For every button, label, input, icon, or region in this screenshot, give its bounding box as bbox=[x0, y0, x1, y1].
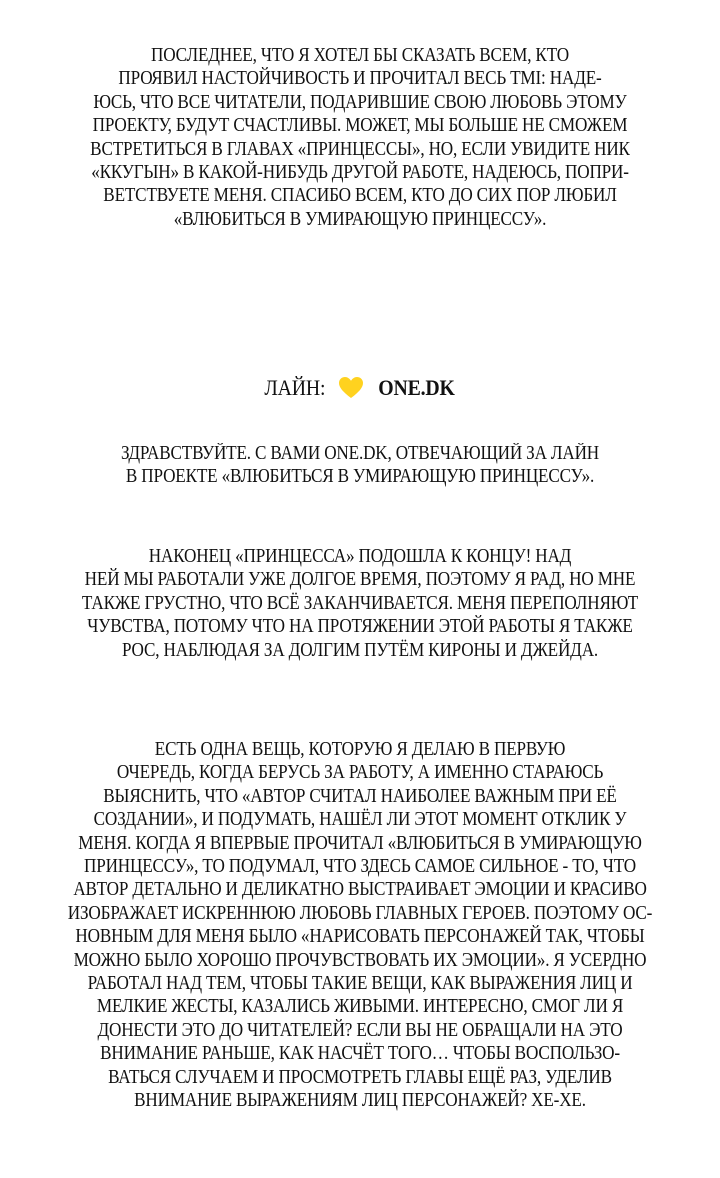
text-line: НОВНЫМ ДЛЯ МЕНЯ БЫЛО «НАРИСОВАТЬ ПЕРСОНАЖЕЙ ТАК, ЧТОБЫ bbox=[75, 926, 645, 948]
text-line: ЗДРАВСТВУЙТЕ. С ВАМИ ONE.DK, ОТВЕЧАЮЩИЙ ЗА ЛАЙН bbox=[120, 443, 600, 464]
text-line: ЮСЬ, ЧТО ВСЕ ЧИТАТЕЛИ, ПОДАРИВШИЕ СВОЮ ЛЮБОВЬ ЭТОМУ bbox=[93, 91, 627, 113]
text-line: ВЫЯСНИТЬ, ЧТО «АВТОР СЧИТАЛ НАИБОЛЕЕ ВАЖНЫМ ПРИ ЕЁ bbox=[103, 785, 617, 807]
text-line: СОЗДАНИИ», И ПОДУМАТЬ, НАШЁЛ ЛИ ЭТОТ МОМЕНТ ОТКЛИК У bbox=[93, 809, 627, 831]
artist-name: ONE.DK bbox=[378, 375, 456, 400]
text-line: РАБОТАЛ НАД ТЕМ, ЧТОБЫ ТАКИЕ ВЕЩИ, КАК ВЫРАЖЕНИЯ ЛИЦ И bbox=[87, 973, 633, 995]
text-line: «ККУГЫН» В КАКОЙ-НИБУДЬ ДРУГОЙ РАБОТЕ, НАДЕЮСЬ, ПОПРИ- bbox=[91, 162, 629, 184]
text-line: ИЗОБРАЖАЕТ ИСКРЕННЮЮ ЛЮБОВЬ ГЛАВНЫХ ГЕРОЕВ. ПОЭТОМУ ОС- bbox=[67, 902, 653, 924]
text-line: РОС, НАБЛЮДАЯ ЗА ДОЛГИМ ПУТЁМ КИРОНЫ И ДЖЕЙДА. bbox=[121, 639, 599, 661]
text-line: ЕСТЬ ОДНА ВЕЩЬ, КОТОРУЮ Я ДЕЛАЮ В ПЕРВУЮ bbox=[154, 739, 566, 760]
heading-label: ЛАЙН: bbox=[264, 375, 325, 400]
closing-message-paragraph bbox=[43, 44, 677, 231]
text-line: ПРИНЦЕССУ», ТО ПОДУМАЛ, ЧТО ЗДЕСЬ САМОЕ СИЛЬНОЕ - ТО, ЧТО bbox=[83, 856, 637, 878]
greeting-paragraph bbox=[43, 442, 677, 489]
text-line: МОЖНО БЫЛО ХОРОШО ПРОЧУВСТВОВАТЬ ИХ ЭМОЦИИ». Я УСЕРДНО bbox=[73, 949, 647, 971]
text-line: В ПРОЕКТЕ «ВЛЮБИТЬСЯ В УМИРАЮЩУЮ ПРИНЦЕССУ». bbox=[125, 466, 595, 488]
text-line: ЧУВСТВА, ПОТОМУ ЧТО НА ПРОТЯЖЕНИИ ЭТОЙ РАБОТЫ Я ТАКЖЕ bbox=[87, 616, 633, 638]
text-line: ПОСЛЕДНЕЕ, ЧТО Я ХОТЕЛ БЫ СКАЗАТЬ ВСЕМ, КТО bbox=[151, 45, 570, 66]
text-line: НАКОНЕЦ «ПРИНЦЕССА» ПОДОШЛА К КОНЦУ! НАД bbox=[148, 546, 572, 567]
text-line: МЕНЯ. КОГДА Я ВПЕРВЫЕ ПРОЧИТАЛ «ВЛЮБИТЬСЯ В УМИРАЮЩУЮ bbox=[78, 832, 642, 854]
text-line: ВАТЬСЯ СЛУЧАЕМ И ПРОСМОТРЕТЬ ГЛАВЫ ЕЩЁ РАЗ, УДЕЛИВ bbox=[108, 1066, 612, 1088]
text-line: АВТОР ДЕТАЛЬНО И ДЕЛИКАТНО ВЫСТРАИВАЕТ ЭМОЦИИ И КРАСИВО bbox=[73, 879, 647, 901]
text-line: ОЧЕРЕДЬ, КОГДА БЕРУСЬ ЗА РАБОТУ, А ИМЕННО СТАРАЮСЬ bbox=[116, 762, 604, 784]
text-line: ДОНЕСТИ ЭТО ДО ЧИТАТЕЛЕЙ? ЕСЛИ ВЫ НЕ ОБРАЩАЛИ НА ЭТО bbox=[97, 1019, 623, 1041]
text-line: ВНИМАНИЕ ВЫРАЖЕНИЯМ ЛИЦ ПЕРСОНАЖЕЙ? ХЕ-ХЕ. bbox=[134, 1090, 586, 1112]
text-line: ПРОЯВИЛ НАСТОЙЧИВОСТЬ И ПРОЧИТАЛ ВЕСЬ TMI: НАДЕ- bbox=[118, 68, 602, 90]
text-line: МЕЛКИЕ ЖЕСТЫ, КАЗАЛИСЬ ЖИВЫМИ. ИНТЕРЕСНО, СМОГ ЛИ Я bbox=[96, 996, 624, 1018]
text-line: «ВЛЮБИТЬСЯ В УМИРАЮЩУЮ ПРИНЦЕССУ». bbox=[173, 208, 547, 230]
section-heading bbox=[0, 374, 720, 402]
ending-paragraph bbox=[43, 545, 677, 662]
yellow-heart-icon bbox=[338, 376, 364, 400]
text-line: ТАКЖЕ ГРУСТНО, ЧТО ВСЁ ЗАКАНЧИВАЕТСЯ. МЕНЯ ПЕРЕПОЛНЯЮТ bbox=[81, 592, 639, 614]
approach-paragraph bbox=[43, 738, 677, 1113]
text-line: ВЕТСТВУЕТЕ МЕНЯ. СПАСИБО ВСЕМ, КТО ДО СИХ ПОР ЛЮБИЛ bbox=[103, 185, 617, 207]
text-line: ПРОЕКТУ, БУДУТ СЧАСТЛИВЫ. МОЖЕТ, МЫ БОЛЬШЕ НЕ СМОЖЕМ bbox=[92, 115, 628, 137]
text-line: НЕЙ МЫ РАБОТАЛИ УЖЕ ДОЛГОЕ ВРЕМЯ, ПОЭТОМУ Я РАД, НО МНЕ bbox=[84, 569, 636, 591]
text-line: ВСТРЕТИТЬСЯ В ГЛАВАХ «ПРИНЦЕССЫ», НО, ЕСЛИ УВИДИТЕ НИК bbox=[90, 138, 630, 160]
text-line: ВНИМАНИЕ РАНЬШЕ, КАК НАСЧЁТ ТОГО… ЧТОБЫ ВОСПОЛЬЗО- bbox=[100, 1043, 620, 1065]
